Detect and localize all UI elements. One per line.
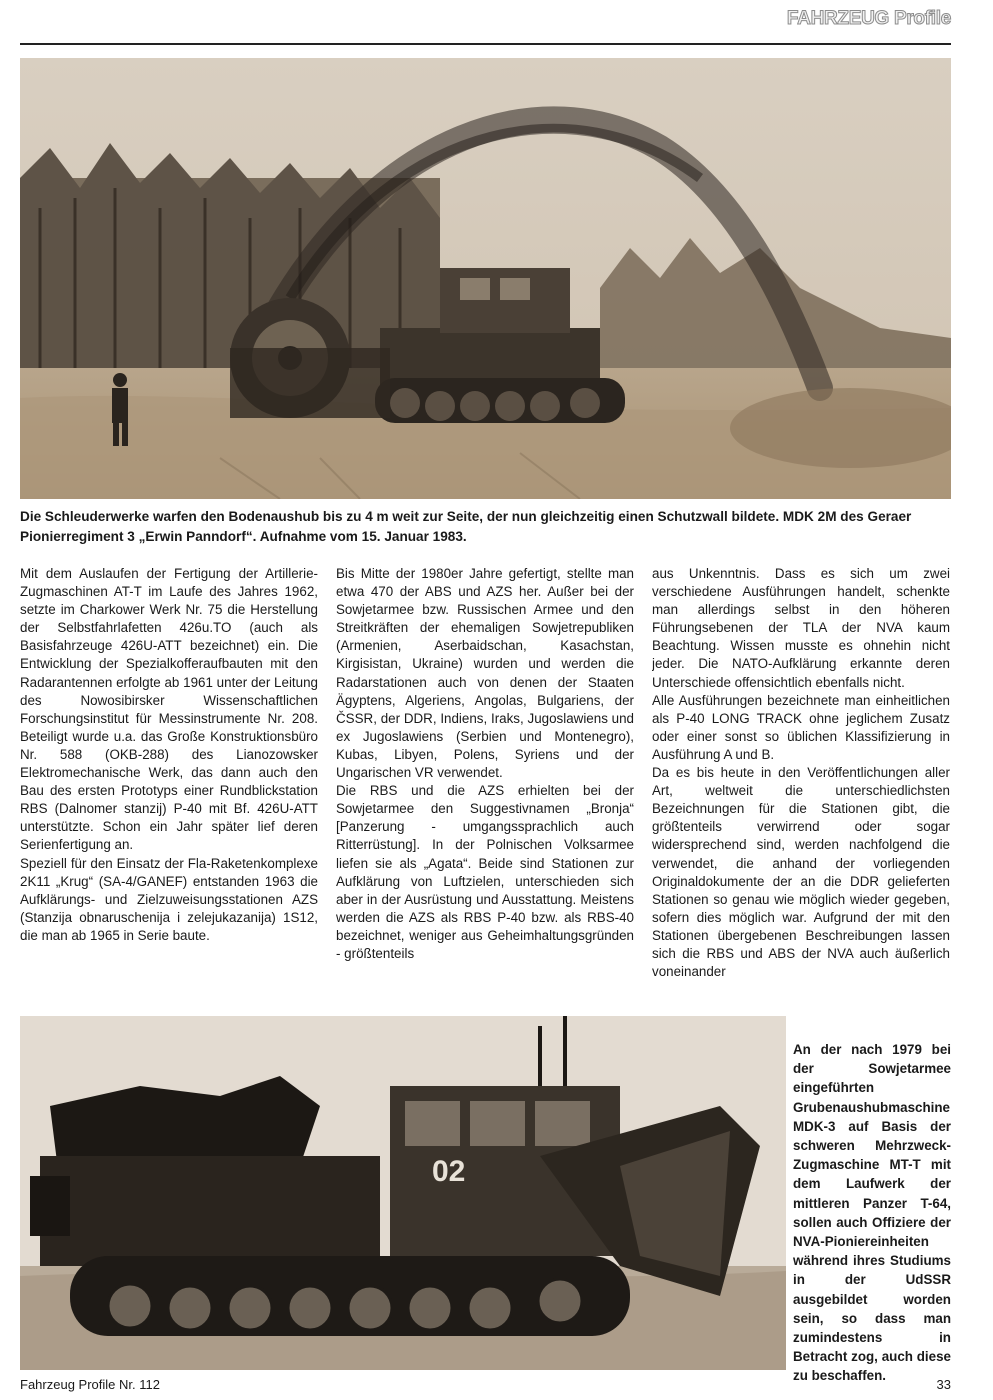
paragraph: Speziell für den Einsatz der Fla-Raketenkomplexe 2K11 „Krug“ (SA-4/GANEF) entstanden 1963 die Aufklärungs- und Zielzuweisungsstationen AZS (Stanzija obnaruschenija i zelejukazanija) 1S12, die man ab 1965 in Serie baute. (20, 855, 318, 943)
article-column-1 (20, 565, 318, 980)
photo-mdk-3-vehicle (20, 1016, 786, 1370)
vehicle-number: 02 (432, 1155, 466, 1188)
paragraph: Mit dem Auslaufen der Fertigung der Artillerie-Zugmaschinen AT-T im Laufe des Jahres 1962, setzte im Charkower Werk Nr. 75 die Herstellung der Selbstfahrlafetten 426u.TO (auch als Basisfahrzeuge 426U-ATT bezeichnet) ein. Die Entwicklung der Spezialkofferaufbauten mit den Radarantennen erfolgte ab 1961 unter der Leitung des Nowosibirsker Wissenschaftlichen Forschungsinstitut für Messinstrumente Nr. 208. Beteiligt wurde u.a. das Große Konstruktionsbüro Nr. 588 (OKB-288) des Lianozowsker Elektromechanische Werk, das dann auch den Bau des ersten Prototyps einer Rundblickstation RBS (Dalnomer stanzij) P-40 mit Bf. 426U-ATT unterstützte. Schon ein Jahr später lief deren Serienfertigung an. (20, 566, 318, 853)
photo-mdk-2m-excavation (20, 58, 951, 499)
paragraph: aus Unkenntnis. Dass es sich um zwei verschiedene Ausführungen handelt, schenkte man allerdings selbst in den höheren Führungsebenen der TLA der NVA kaum Beachtung. Wissen musste es ohnehin nicht jeder. Die NATO-Aufklärung erkannte deren Unterschiede offensichtlich ebenfalls nicht. (652, 566, 950, 690)
footer-publication: Fahrzeug Profile Nr. 112 (20, 1377, 160, 1392)
paragraph: Da es bis heute in den Veröffentlichungen aller Art, weltweit die unterschiedlichsten Bezeichnungen für die Stationen gibt, die größtenteils verwirrend oder sogar widersprechend sind, werden nachfolgend die verwendet, die anhand der vorliegenden Originaldokumente der an die DDR gelieferten Stationen so genau wie möglich wieder gegeben, sofern dies möglich war. Aufgrund der mit den Stationen übergebenen Beschreibungen lassen sich die RBS und ABS der NVA auch äußerlich voneinander (652, 765, 950, 980)
article-column-3 (652, 565, 950, 980)
side-photo-caption: An der nach 1979 bei der Sowjetarmee eingeführten Grubenaushubmaschine MDK-3 auf Basis der schweren Mehrzweck-Zugmaschine MT-T mit dem Laufwerk der mittleren Panzer T-64, sollen auch Offiziere der NVA-Pioniereinheiten während ihres Studiums in der UdSSR ausgebildet worden sein, so dass man zumindestens in Betracht zog, auch diese zu beschaffen. (793, 1042, 951, 1384)
article-body (20, 565, 950, 980)
paragraph: Die RBS und die AZS erhielten bei der Sowjetarmee den Suggestivnamen „Bronja“ [Panzerung - umgangssprachlich auch Ritterrüstung]. In der Polnischen Volksarmee liefen sie als „Agata“. Beide sind Stationen zur Aufklärung von Luftzielen, unterschieden sich aber in der Ausrüstung und Ausstattung. Meistens werden die AZS als RBS P-40 bzw. als RBS-40 bezeichnet, weniger aus Geheimhaltungsgründen - größtenteils (336, 783, 634, 961)
paragraph: Bis Mitte der 1980er Jahre gefertigt, stellte man etwa 470 der ABS und AZS her. Außer bei der Sowjetarmee bzw. Russischen Armee und den Streitkräften der ehemaligen Sowjetrepubliken (Armenien, Aserbaidschan, Kasachstan, Kirgisistan, Ukraine) wurden und werden die Radarstationen auch von denen der Staaten Ägyptens, Algeriens, Angolas, Bulgariens, der ČSSR, der DDR, Indiens, Iraks, Jugoslawiens und ex Jugoslawiens (Serbien und Montenegro), Kubas, Libyen, Polens, Syriens und der Ungarischen VR verwendet. (336, 566, 634, 781)
header-rule (20, 43, 951, 45)
page-number: 33 (936, 1377, 951, 1392)
running-header-title: FAHRZEUG Profile (786, 8, 951, 29)
top-photo-caption: Die Schleuderwerke warfen den Bodenaushub bis zu 4 m weit zur Seite, der nun gleichzeitig einen Schutzwall bildete. MDK 2M des Geraer Pionierregiment 3 „Erwin Panndorf“. Aufnahme vom 15. Januar 1983. (20, 509, 912, 544)
article-column-2 (336, 565, 634, 980)
paragraph: Alle Ausführungen bezeichnete man einheitlichen als P-40 LONG TRACK ohne jeglichem Zusatz oder einer sonst so üblichen Klassifizierung in Ausführung A und B. (652, 692, 950, 762)
